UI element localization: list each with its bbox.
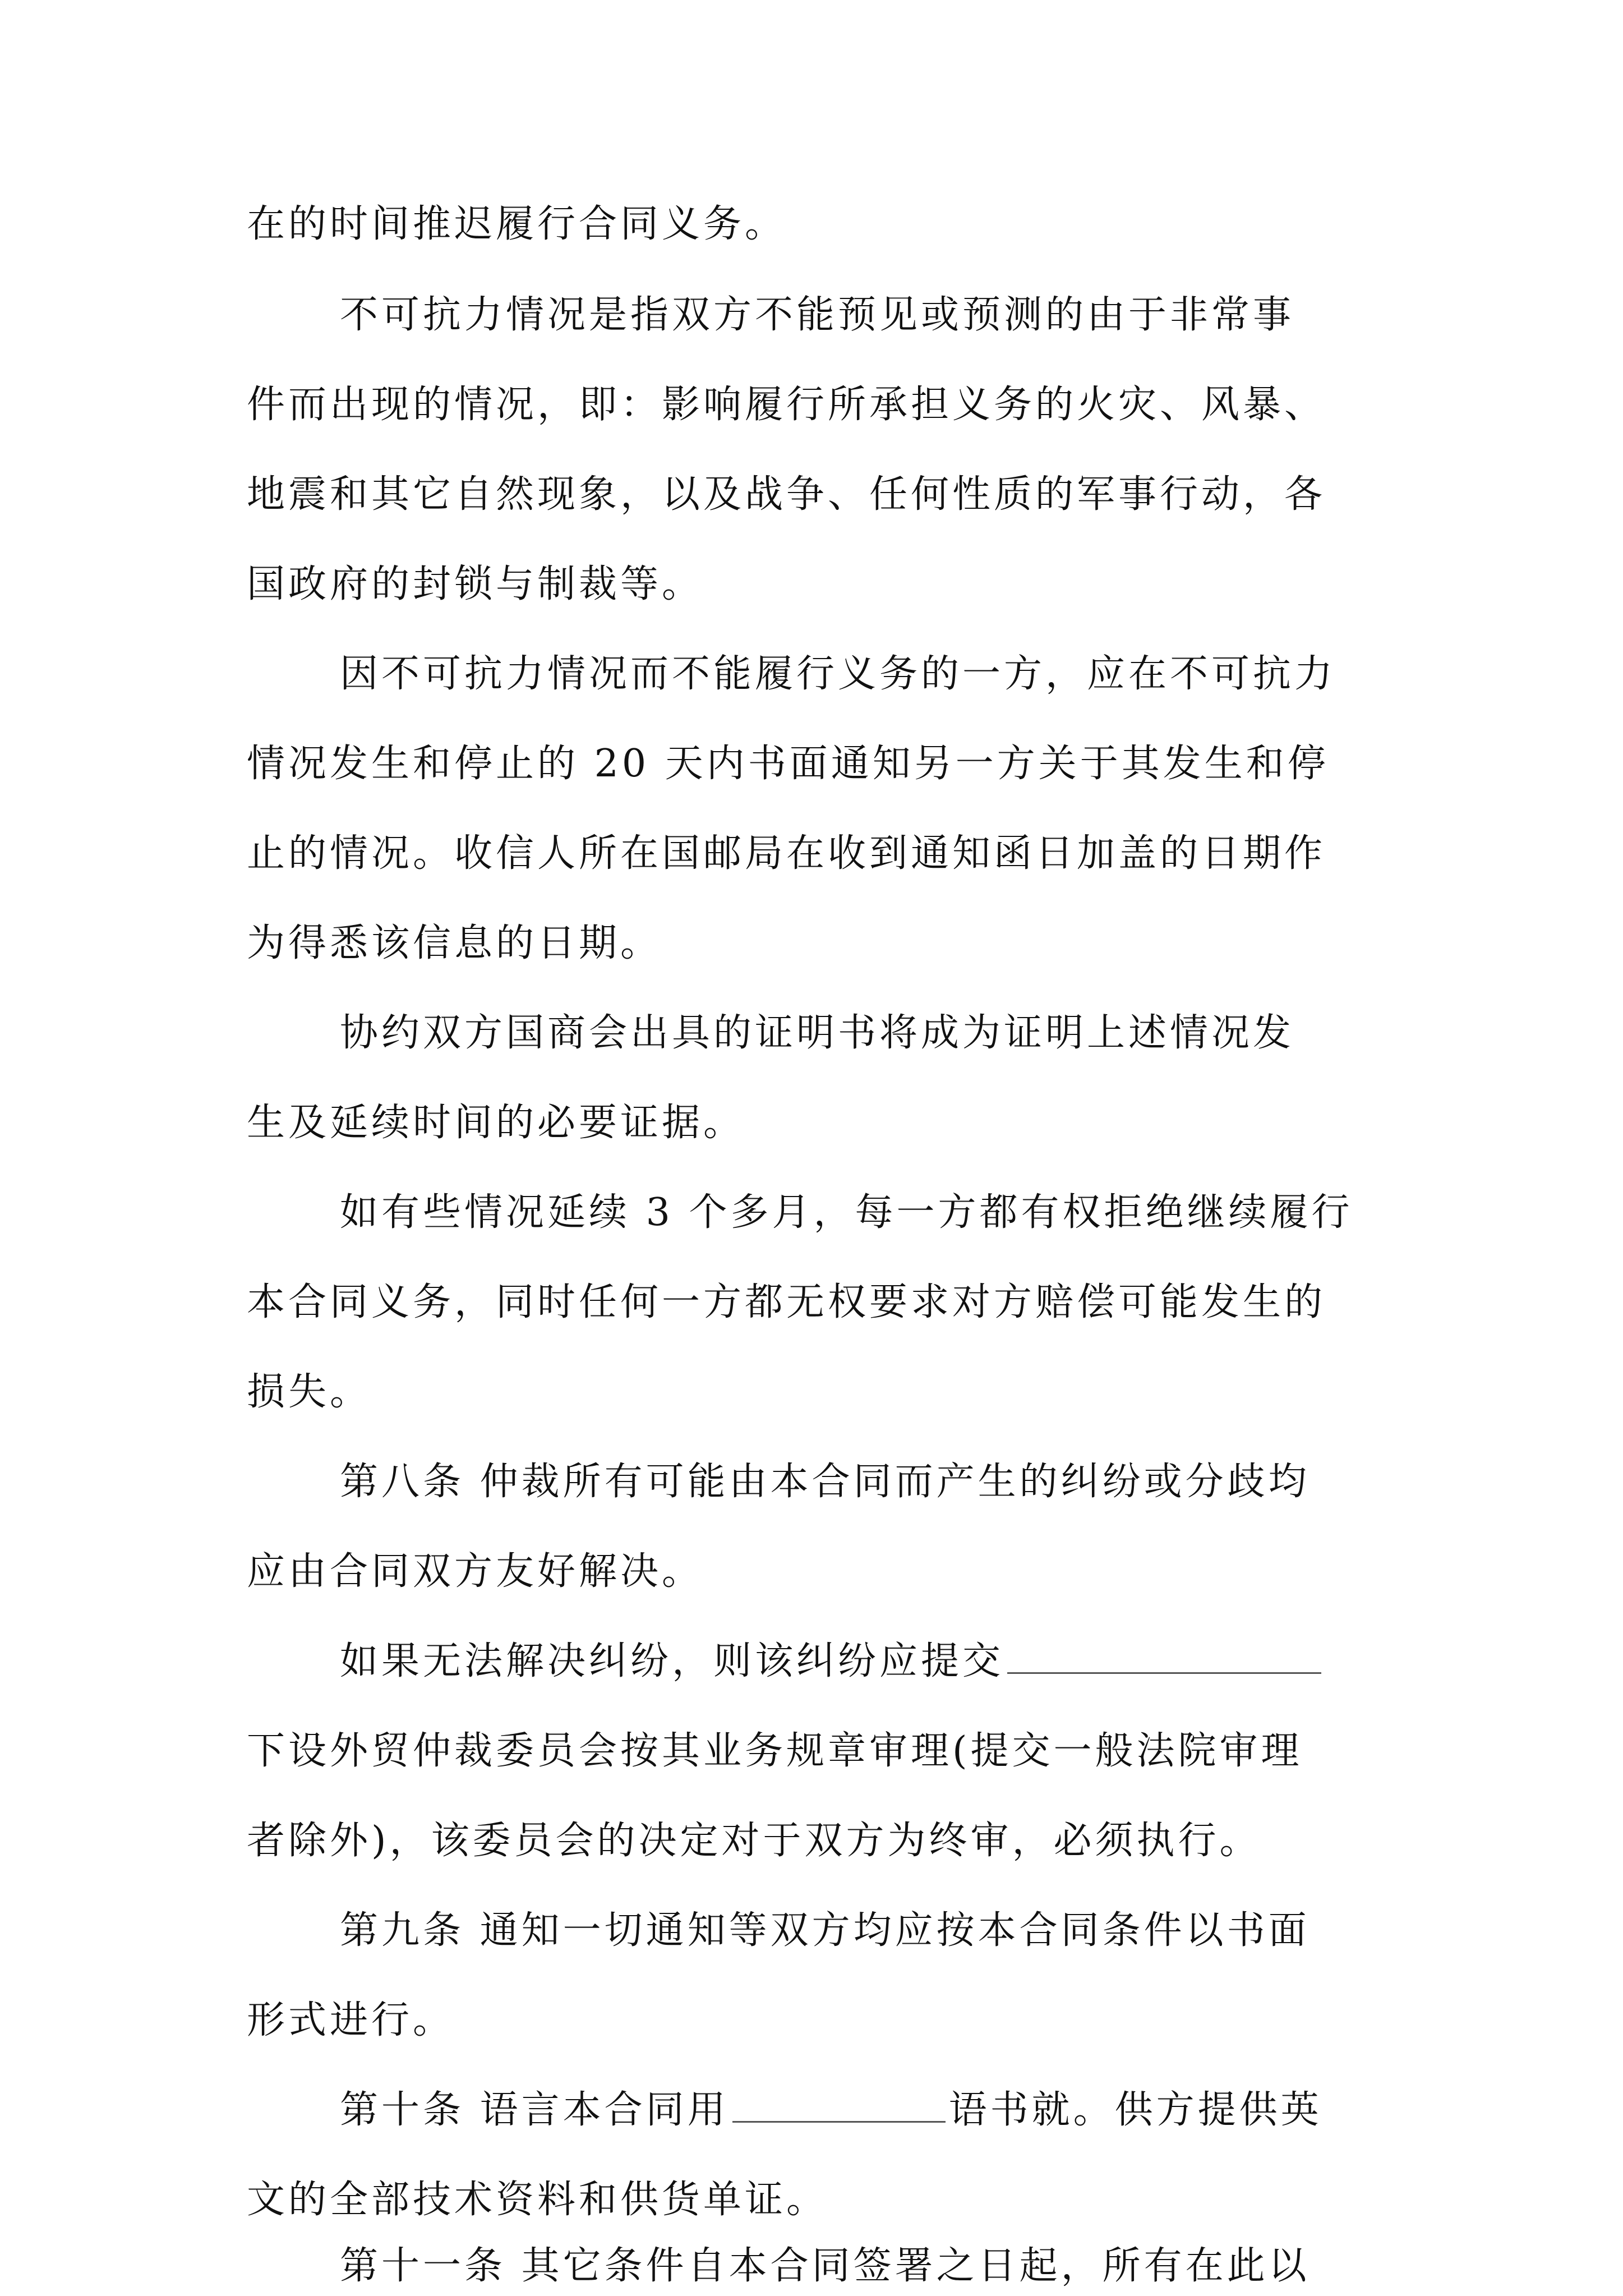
text-line: 在的时间推迟履行合同义务。	[247, 202, 787, 246]
text-line: 损失。	[247, 1370, 372, 1414]
paragraph-start-line: 因不可抗力情况而不能履行义务的一方，应在不可抗力	[340, 652, 1336, 696]
paragraph-start-line: 如有些情况延续 3 个多月，每一方都有权拒绝继续履行	[340, 1190, 1353, 1235]
text-line: 地震和其它自然现象，以及战争、任何性质的军事行动，各	[247, 472, 1326, 517]
text-line: 止的情况。收信人所在国邮局在收到通知函日加盖的日期作	[247, 831, 1326, 876]
text-line: 者除外)，该委员会的决定对于双方为终审，必须执行。	[247, 1819, 1261, 1863]
text-line: 应由合同双方友好解决。	[247, 1549, 704, 1594]
article-8-heading-line: 第八条 仲裁所有可能由本合同而产生的纠纷或分歧均	[340, 1460, 1310, 1504]
language-blank	[732, 2090, 946, 2123]
article-11-heading-line: 第十一条 其它条件自本合同签署之日起，所有在此以	[340, 2244, 1310, 2288]
text-line: 下设外贸仲裁委员会按其业务规章审理(提交一般法院审理	[247, 1729, 1303, 1773]
text-line: 本合同义务，同时任何一方都无权要求对方赔偿可能发生的	[247, 1280, 1326, 1324]
arbitration-blank-line	[340, 1639, 1325, 1684]
article-10-heading-line	[340, 2088, 1322, 2133]
text-line: 件而出现的情况，即：影响履行所承担义务的火灾、风暴、	[247, 383, 1326, 427]
paragraph-start-line: 协约双方国商会出具的证明书将成为证明上述情况发	[340, 1011, 1295, 1055]
line-text: 如果无法解决纠纷，则该纠纷应提交	[340, 1639, 1004, 1683]
text-line: 形式进行。	[247, 1998, 455, 2042]
paragraph-start-line: 不可抗力情况是指双方不能预见或预测的由于非常事	[340, 293, 1295, 337]
article-9-heading-line: 第九条 通知一切通知等双方均应按本合同条件以书面	[340, 1908, 1310, 1953]
arbitration-body-blank	[1007, 1641, 1321, 1674]
text-line: 为得悉该信息的日期。	[247, 921, 662, 965]
text-line: 国政府的封锁与制裁等。	[247, 562, 704, 606]
text-line: 生及延续时间的必要证据。	[247, 1101, 745, 1145]
text-line: 文的全部技术资料和供货单证。	[247, 2178, 828, 2222]
line-text: 第十条 语言本合同用	[340, 2088, 729, 2132]
text-line: 情况发生和停止的 20 天内书面通知另一方关于其发生和停	[247, 742, 1329, 786]
line-text: 语书就。供方提供英	[948, 2088, 1322, 2132]
